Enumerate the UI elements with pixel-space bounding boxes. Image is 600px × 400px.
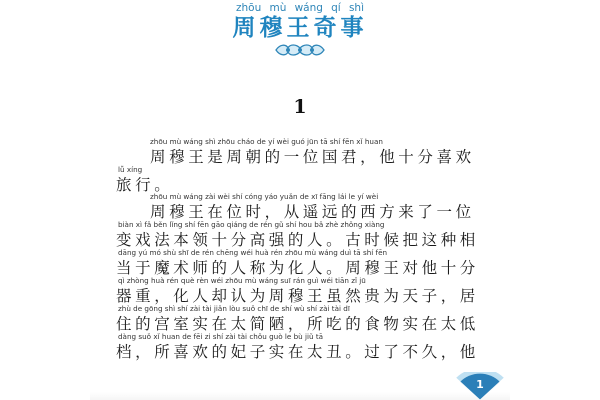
text-line: 档，所喜欢的妃子实在太丑。过了不久，他 bbox=[116, 343, 479, 361]
text-line: 变戏法本领十分高强的人。古时候把这种相 bbox=[116, 231, 479, 249]
title-pinyin-syllable: qí bbox=[331, 2, 341, 14]
ornament-icon bbox=[272, 42, 328, 58]
title-pinyin-syllable: wáng bbox=[294, 2, 323, 14]
title-pinyin-syllable: mù bbox=[269, 2, 287, 14]
text-line: 周穆王在位时，从遥远的西方来了一位 bbox=[150, 203, 475, 221]
title-pinyin-syllable: shì bbox=[348, 2, 364, 14]
title-pinyin-syllable: zhōu bbox=[236, 2, 262, 14]
pinyin-line: dàng suǒ xǐ huan de fēi zi shí zài tài chǒu guò le bù jiǔ tā bbox=[118, 332, 324, 341]
text-line: 住的宫室实在太简陋，所吃的食物实在太低 bbox=[116, 315, 479, 333]
title-pinyin bbox=[230, 2, 370, 14]
pinyin-line: zhōu mù wáng shì zhōu cháo de yí wèi guó jūn tā shí fēn xǐ huan bbox=[150, 137, 383, 146]
pinyin-line: zhōu mù wáng zài wèi shí cóng yáo yuǎn de xī fāng lái le yí wèi bbox=[150, 192, 379, 201]
pinyin-line: biàn xì fǎ běn lǐng shí fēn gāo qiáng de rén gǔ shí hou bǎ zhè zhǒng xiàng bbox=[118, 220, 385, 229]
pinyin-line: qì zhòng huà rén què rèn wéi zhōu mù wáng suī rán guì wéi tiān zǐ jū bbox=[118, 276, 366, 285]
page-edge-shadow bbox=[90, 392, 510, 400]
chapter-number: 1 bbox=[293, 96, 307, 118]
story-title: 周穆王奇事 bbox=[232, 14, 368, 41]
story-title-block bbox=[230, 2, 370, 41]
text-line: 器重，化人却认为周穆王虽然贵为天子，居 bbox=[116, 287, 479, 305]
pinyin-line: dāng yú mó shù shī de rén chēng wéi huà rén zhōu mù wáng duì tā shí fēn bbox=[118, 248, 388, 257]
page-number: 1 bbox=[476, 378, 484, 391]
pinyin-line: lǚ xíng bbox=[118, 165, 143, 174]
text-line: 当于魔术师的人称为化人。周穆王对他十分 bbox=[116, 259, 479, 277]
text-line: 旅行。 bbox=[116, 176, 174, 194]
pinyin-line: zhù de gōng shì shí zài tài jiǎn lòu suǒ chī de shí wù shí zài tài dī bbox=[118, 304, 350, 313]
text-line: 周穆王是周朝的一位国君，他十分喜欢 bbox=[150, 148, 475, 166]
